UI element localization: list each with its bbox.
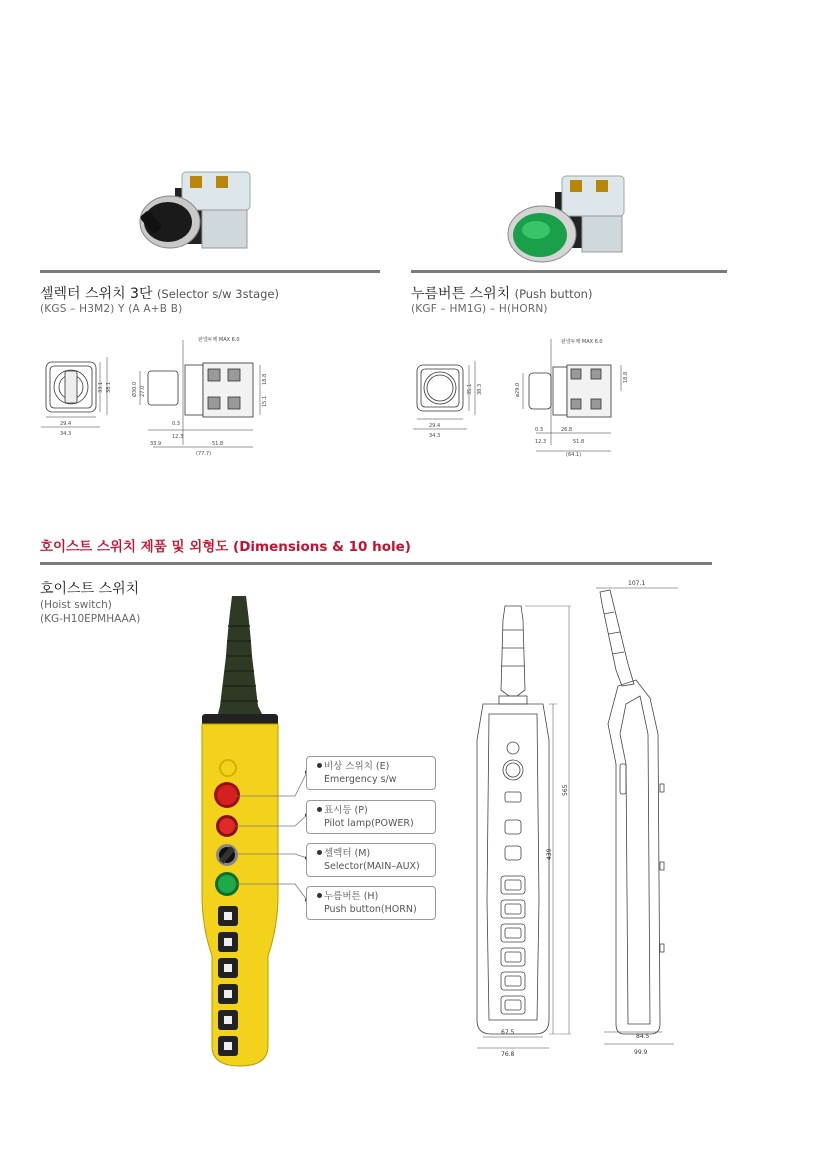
callout-pilot: [306, 800, 436, 834]
callout-emergency-ko: 비상 스위치 (E): [324, 761, 390, 772]
push-dim-8: 12.3: [535, 439, 547, 445]
selector-dim-0: 29.4: [60, 421, 72, 427]
callout-emergency: [306, 756, 436, 790]
hoist-front-drawing: [465, 600, 585, 1060]
selector-dim-8: 0.3: [172, 421, 180, 427]
selector-title: [40, 283, 279, 303]
dim-d2: 99.9: [634, 1049, 648, 1056]
push-dim-10: (64.1): [566, 452, 582, 458]
callout-pilot-ko: 표시등 (P): [324, 805, 368, 816]
selector-dim-11: 51.8: [212, 441, 224, 447]
selector-dim-5: 27.0: [140, 385, 146, 397]
callout-push-en: Push button(HORN): [324, 904, 417, 915]
push-rule: [411, 270, 727, 273]
push-title: [411, 283, 592, 303]
selector-dim-7: 15.1: [262, 395, 268, 407]
push-dim-6: 0.3: [535, 427, 543, 433]
section-heading: 호이스트 스위치 제품 및 외형도 (Dimensions & 10 hole): [40, 539, 411, 555]
callout-selector-ko: 셀렉터 (M): [324, 848, 371, 859]
push-dim-4: ø29.0: [515, 382, 521, 397]
callout-leaders: [225, 760, 315, 920]
hoist-model: (KG-H10EPMHAAA): [40, 613, 141, 625]
callout-push-ko: 누름버튼 (H): [324, 891, 379, 902]
selector-model: (KGS – H3M2) Y (A A+B B): [40, 303, 183, 315]
push-dim-2: 35.1: [467, 383, 473, 395]
push-dim-3: 38.3: [477, 383, 483, 395]
push-dim-0: 29.4: [429, 423, 441, 429]
selector-rule: [40, 270, 380, 273]
selector-dim-4: Ø30.0: [132, 381, 138, 397]
dim-w1: 67.5: [501, 1029, 515, 1036]
selector-title-ko: 셀렉터 스위치 3단: [40, 286, 153, 302]
callout-push: [306, 886, 436, 920]
push-button-photo: [500, 172, 630, 264]
push-title-ko: 누름버튼 스위치: [411, 286, 511, 302]
callout-pilot-en: Pilot lamp(POWER): [324, 818, 414, 829]
push-panel-note: 판넬두께 MAX 6.0: [561, 339, 603, 345]
push-dim-5: 18.8: [623, 371, 629, 383]
selector-dim-3: 38.1: [106, 381, 112, 393]
hoist-title: 호이스트 스위치: [40, 581, 140, 597]
dim-body: 439: [546, 848, 553, 860]
selector-dim-1: 34.3: [60, 431, 72, 437]
dim-w2: 76.8: [501, 1051, 515, 1058]
selector-dim-10: 33.9: [150, 441, 162, 447]
callout-selector: [306, 843, 436, 877]
push-dim-1: 34.3: [429, 433, 441, 439]
selector-panel-note: 판넬두께 MAX 6.0: [198, 337, 240, 343]
hoist-subtitle: (Hoist switch): [40, 599, 112, 611]
hoist-side-drawing: [588, 574, 688, 1060]
selector-dim-6: 18.8: [262, 373, 268, 385]
dim-d1: 84.5: [636, 1033, 650, 1040]
push-dim-9: 51.8: [573, 439, 585, 445]
dim-top: 107.1: [628, 580, 646, 587]
push-model: (KGF – HM1G) – H(HORN): [411, 303, 548, 315]
selector-title-en: (Selector s/w 3stage): [156, 287, 279, 301]
selector-dim-2: 33.1: [98, 381, 104, 393]
push-dim-7: 26.8: [561, 427, 573, 433]
selector-dim-12: (77.7): [196, 451, 212, 457]
callout-emergency-en: Emergency s/w: [324, 774, 397, 785]
selector-dim-9: 12.3: [172, 434, 184, 440]
push-drawing: [411, 335, 651, 460]
section-rule: [40, 562, 712, 565]
selector-drawing: [40, 335, 280, 460]
push-title-en: (Push button): [514, 287, 593, 301]
selector-switch-photo: [130, 160, 260, 260]
dim-height: 565: [562, 784, 569, 796]
callout-selector-en: Selector(MAIN–AUX): [324, 861, 420, 872]
